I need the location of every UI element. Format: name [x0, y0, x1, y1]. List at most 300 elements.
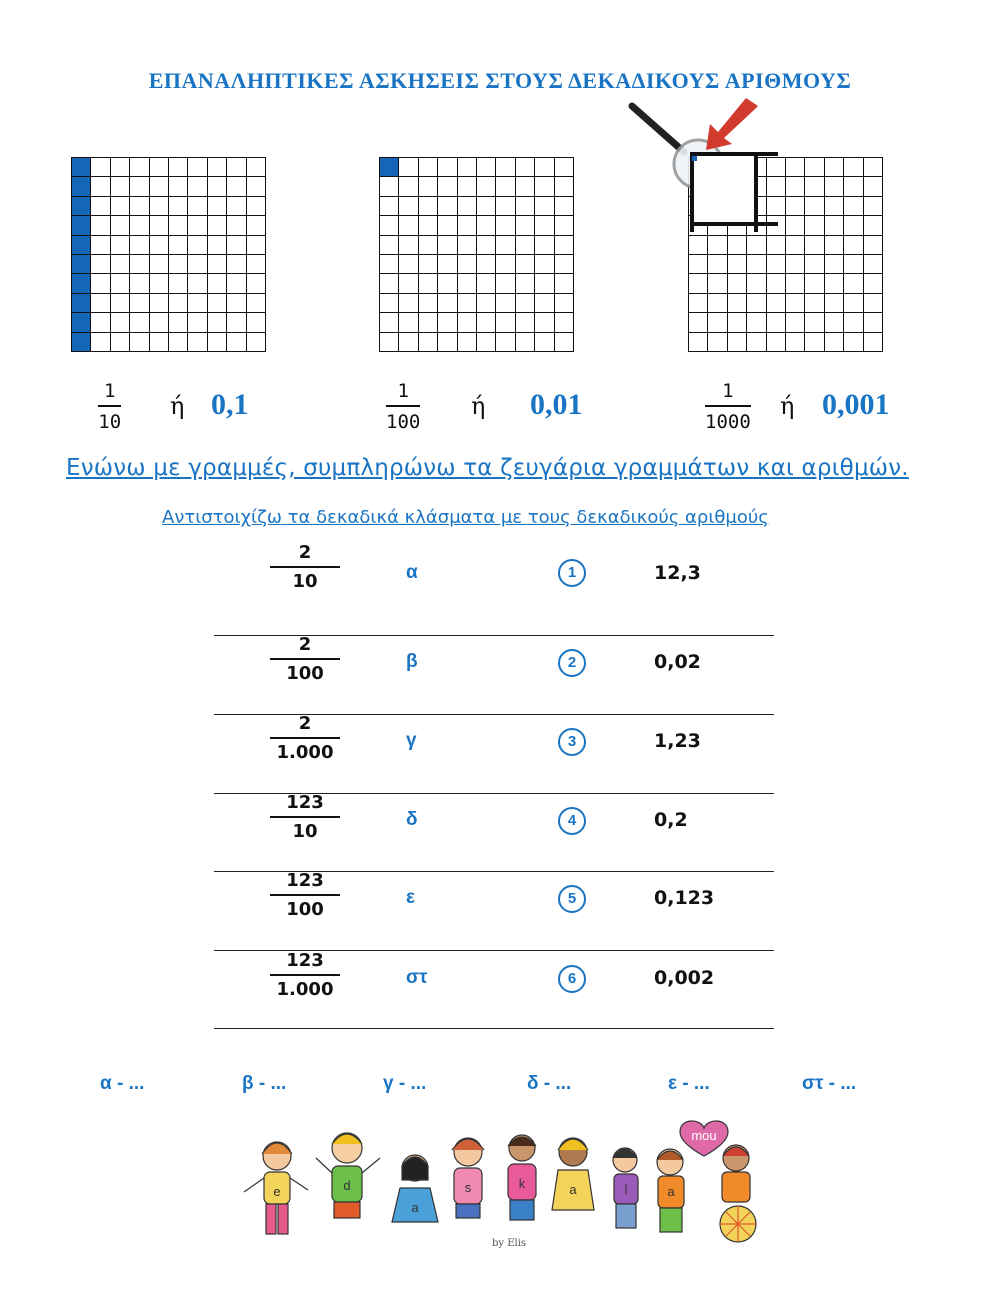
grid-cell	[380, 313, 399, 332]
grid-cell	[399, 254, 418, 273]
grid-cell	[708, 332, 727, 351]
answer-blank-f[interactable]: στ - ...	[802, 1073, 857, 1094]
grid-cell	[380, 216, 399, 235]
grid-cell	[863, 235, 882, 254]
grid-cell	[824, 254, 843, 273]
grid-cell	[844, 332, 863, 351]
grid-cell	[805, 313, 824, 332]
grid-cell	[708, 254, 727, 273]
grid-cell	[824, 216, 843, 235]
denominator: 10	[292, 821, 318, 842]
grid-cell	[438, 196, 457, 215]
grid-cell	[805, 216, 824, 235]
banner-letter: k	[518, 1176, 526, 1191]
grid-cell	[91, 216, 110, 235]
grid-cell	[554, 293, 573, 312]
grid-cell	[380, 196, 399, 215]
grid-cell	[91, 293, 110, 312]
grid-cell	[496, 293, 515, 312]
grid-cell	[72, 254, 91, 273]
grid-cell	[168, 216, 187, 235]
grid-cell	[844, 293, 863, 312]
banner-letter: d	[343, 1178, 351, 1193]
grid-cell	[188, 196, 207, 215]
grid-cell	[246, 274, 265, 293]
grid-cell	[149, 158, 168, 177]
grid-cell	[863, 293, 882, 312]
grid-cell	[747, 313, 766, 332]
grid-cell	[110, 216, 129, 235]
grid-cell	[438, 216, 457, 235]
main-instruction: Ενώνω με γραμμές, συμπληρώνω τα ζευγάρια γραμμάτων και αριθμών.	[66, 455, 909, 481]
row-value[interactable]: 0,123	[654, 887, 715, 909]
row-fraction	[270, 950, 340, 1000]
page-title: ΕΠΑΝΑΛΗΠΤΙΚΕΣ ΑΣΚΗΣΕΙΣ ΣΤΟΥΣ ΔΕΚΑΔΙΚΟΥΣ ΑΡΙΘΜΟΥΣ	[148, 68, 852, 93]
row-index-badge[interactable]: 6	[558, 965, 586, 993]
grid-cell	[91, 158, 110, 177]
grid-cell	[824, 235, 843, 254]
grid-cell	[149, 235, 168, 254]
row-letter[interactable]: α	[406, 562, 418, 583]
numerator: 123	[270, 792, 340, 818]
grid-cell	[515, 254, 534, 273]
grid-cell	[246, 332, 265, 351]
grid-cell	[805, 196, 824, 215]
grid-cell	[418, 235, 437, 254]
grid-cell	[207, 158, 226, 177]
magnifier-zoom-icon	[628, 98, 778, 238]
grid-cell	[227, 196, 246, 215]
grid-cell	[168, 274, 187, 293]
grid-cell	[689, 293, 708, 312]
grid-cell	[515, 177, 534, 196]
or-word: ή	[471, 392, 486, 420]
grid-cell	[554, 235, 573, 254]
numerator: 1	[705, 380, 751, 407]
answer-blank-a[interactable]: α - ...	[100, 1073, 145, 1094]
grid-cell	[380, 254, 399, 273]
grid-cell	[785, 274, 804, 293]
grid-cell	[535, 216, 554, 235]
row-value[interactable]: 12,3	[654, 562, 701, 584]
grid-cell	[805, 158, 824, 177]
grid-cell	[188, 177, 207, 196]
row-fraction	[270, 792, 340, 842]
grid-cell	[438, 293, 457, 312]
grid-cell	[824, 274, 843, 293]
grid-cell	[457, 196, 476, 215]
grid-cell	[727, 313, 746, 332]
grid-cell	[689, 313, 708, 332]
grid-cell	[399, 235, 418, 254]
grid-cell	[785, 158, 804, 177]
denominator: 100	[386, 411, 421, 433]
numerator: 123	[270, 950, 340, 976]
kid-figure	[452, 1138, 484, 1218]
grid-cell	[863, 196, 882, 215]
grid-cell	[515, 235, 534, 254]
grid-cell	[515, 274, 534, 293]
grid-cell	[766, 332, 785, 351]
grid-cell	[863, 313, 882, 332]
grid-cell	[149, 254, 168, 273]
grid-cell	[785, 293, 804, 312]
grid-cell	[785, 313, 804, 332]
grid-cell	[708, 274, 727, 293]
grid-cell	[824, 293, 843, 312]
grid-cell	[805, 235, 824, 254]
grid-cell	[130, 332, 149, 351]
denominator: 10	[292, 571, 318, 592]
grid-cell	[535, 332, 554, 351]
kids-banner-illustration	[240, 1118, 800, 1258]
grid-cell	[476, 313, 495, 332]
grid-cell	[418, 158, 437, 177]
grid-cell	[457, 274, 476, 293]
numerator: 2	[270, 634, 340, 660]
grid-cell	[227, 158, 246, 177]
grid-cell	[168, 313, 187, 332]
kid-figure	[720, 1145, 756, 1242]
grid-cell	[863, 332, 882, 351]
grid-cell	[168, 196, 187, 215]
grid-cell	[727, 254, 746, 273]
grid-cell	[72, 158, 91, 177]
grid-cell	[207, 177, 226, 196]
numerator: 1	[98, 380, 121, 407]
row-value[interactable]: 1,23	[654, 730, 701, 752]
grid-cell	[380, 293, 399, 312]
row-fraction	[270, 713, 340, 763]
row-index-badge[interactable]: 2	[558, 649, 586, 677]
grid-cell	[246, 235, 265, 254]
banner-letter: a	[411, 1200, 419, 1215]
row-fraction	[270, 870, 340, 920]
grid-cell	[708, 293, 727, 312]
grid-cell	[496, 158, 515, 177]
grid-cell	[496, 177, 515, 196]
grid-cell	[554, 216, 573, 235]
grid-cell	[824, 158, 843, 177]
grid-cell	[399, 158, 418, 177]
grid-cell	[515, 196, 534, 215]
grid-cell	[110, 177, 129, 196]
grid-cell	[168, 332, 187, 351]
row-letter[interactable]: β	[406, 651, 418, 672]
numerator: 2	[270, 713, 340, 739]
grid-cell	[418, 254, 437, 273]
grid-cell	[785, 332, 804, 351]
denominator: 1.000	[276, 742, 334, 763]
grid-cell	[188, 332, 207, 351]
grid-cell	[747, 332, 766, 351]
numerator: 2	[270, 542, 340, 568]
grid-cell	[863, 158, 882, 177]
grid-cell	[515, 158, 534, 177]
grid-cell	[149, 313, 168, 332]
grid-cell	[72, 177, 91, 196]
answer-blank-c[interactable]: γ - ...	[383, 1073, 427, 1094]
row-index-badge[interactable]: 4	[558, 807, 586, 835]
grid-cell	[438, 313, 457, 332]
grid-cell	[844, 216, 863, 235]
grid-cell	[418, 293, 437, 312]
grid-cell	[418, 332, 437, 351]
grid-cell	[496, 313, 515, 332]
grid-cell	[207, 196, 226, 215]
grid-cell	[727, 274, 746, 293]
grid-cell	[246, 196, 265, 215]
denominator: 100	[286, 663, 324, 684]
grid-cell	[457, 216, 476, 235]
grid-cell	[824, 196, 843, 215]
grid-cell	[399, 216, 418, 235]
grid-cell	[110, 196, 129, 215]
grid-cell	[130, 235, 149, 254]
grid-cell	[188, 313, 207, 332]
grid-cell	[227, 293, 246, 312]
row-letter[interactable]: ε	[406, 887, 416, 908]
grid-cell	[554, 254, 573, 273]
grid-cell	[149, 177, 168, 196]
grid-cell	[457, 332, 476, 351]
grid-cell	[188, 274, 207, 293]
grid-cell	[844, 158, 863, 177]
grid-cell	[457, 158, 476, 177]
grid-cell	[438, 254, 457, 273]
banner-letter: e	[273, 1184, 281, 1199]
grid-cell	[91, 332, 110, 351]
grid-cell	[110, 254, 129, 273]
grid-cell	[418, 196, 437, 215]
grid-cell	[535, 254, 554, 273]
row-index-badge[interactable]: 1	[558, 559, 586, 587]
tenths-grid	[71, 157, 266, 352]
grid-cell	[207, 293, 226, 312]
numerator: 1	[386, 380, 420, 407]
grid-cell	[91, 313, 110, 332]
row-value[interactable]: 0,02	[654, 651, 701, 673]
grid-cell	[188, 235, 207, 254]
grid-cell	[766, 293, 785, 312]
grid-cell	[246, 158, 265, 177]
grid-cell	[399, 332, 418, 351]
grid-cell	[188, 216, 207, 235]
grid-cell	[476, 177, 495, 196]
banner-letter: a	[667, 1184, 675, 1199]
grid-cell	[535, 274, 554, 293]
answer-blank-b[interactable]: β - ...	[242, 1073, 287, 1094]
grid-cell	[246, 313, 265, 332]
grid-cell	[766, 313, 785, 332]
grid-cell	[188, 254, 207, 273]
grid-cell	[476, 254, 495, 273]
grid-cell	[227, 254, 246, 273]
grid-cell	[747, 254, 766, 273]
grid-cell	[130, 196, 149, 215]
grid-cell	[844, 254, 863, 273]
grid-cell	[476, 216, 495, 235]
grid-cell	[227, 332, 246, 351]
grid-cell	[207, 235, 226, 254]
grid-cell	[689, 332, 708, 351]
grid-cell	[476, 332, 495, 351]
row-value[interactable]: 0,2	[654, 809, 688, 831]
grid-cell	[747, 293, 766, 312]
grid-cell	[188, 158, 207, 177]
grid-cell	[227, 235, 246, 254]
grid-cell	[844, 177, 863, 196]
grid-cell	[844, 235, 863, 254]
fraction-thousandth	[705, 380, 751, 433]
grid-cell	[457, 177, 476, 196]
grid-cell	[418, 313, 437, 332]
grid-cell	[380, 158, 399, 177]
grid-cell	[824, 313, 843, 332]
row-index-badge[interactable]: 3	[558, 728, 586, 756]
grid-cell	[457, 235, 476, 254]
decimal-hundredth: 0,01	[530, 388, 583, 421]
grid-cell	[476, 293, 495, 312]
grid-cell	[207, 274, 226, 293]
banner-letter: a	[569, 1182, 577, 1197]
grid-cell	[438, 235, 457, 254]
grid-cell	[418, 216, 437, 235]
grid-cell	[149, 274, 168, 293]
decimal-tenth: 0,1	[211, 388, 249, 421]
grid-cell	[554, 274, 573, 293]
grid-cell	[438, 274, 457, 293]
grid-cell	[399, 313, 418, 332]
grid-cell	[207, 254, 226, 273]
grid-cell	[727, 332, 746, 351]
grid-cell	[399, 177, 418, 196]
grid-cell	[72, 196, 91, 215]
grid-cell	[130, 274, 149, 293]
grid-cell	[91, 196, 110, 215]
grid-cell	[535, 177, 554, 196]
grid-cell	[188, 293, 207, 312]
row-divider	[214, 1028, 774, 1029]
grid-cell	[130, 254, 149, 273]
grid-cell	[515, 313, 534, 332]
grid-cell	[380, 332, 399, 351]
banner-letter: s	[464, 1180, 472, 1195]
grid-cell	[207, 313, 226, 332]
grid-cell	[457, 254, 476, 273]
answer-line	[0, 1073, 1000, 1103]
grid-cell	[227, 177, 246, 196]
grid-cell	[246, 254, 265, 273]
grid-cell	[110, 313, 129, 332]
grid-cell	[380, 274, 399, 293]
decimal-thousandth: 0,001	[822, 388, 890, 421]
denominator: 1000	[705, 411, 751, 433]
grid-cell	[535, 158, 554, 177]
grid-cell	[418, 177, 437, 196]
grid-cell	[689, 254, 708, 273]
or-word: ή	[780, 392, 795, 420]
row-fraction	[270, 634, 340, 684]
grid-cell	[844, 274, 863, 293]
grid-cell	[168, 158, 187, 177]
grid-cell	[130, 177, 149, 196]
grid-cell	[149, 293, 168, 312]
row-letter[interactable]: γ	[406, 730, 417, 751]
banner-credit: by Elis	[492, 1238, 527, 1249]
grid-cell	[496, 196, 515, 215]
grid-cell	[708, 313, 727, 332]
grid-cell	[110, 158, 129, 177]
grid-cell	[554, 177, 573, 196]
grid-cell	[554, 332, 573, 351]
grid-cell	[535, 196, 554, 215]
grid-cell	[227, 274, 246, 293]
grid-cell	[496, 216, 515, 235]
grid-cell	[863, 274, 882, 293]
grid-cell	[399, 293, 418, 312]
grid-cell	[554, 313, 573, 332]
grid-cell	[689, 274, 708, 293]
bubble-text: mou	[691, 1128, 717, 1143]
grid-cell	[496, 332, 515, 351]
grid-cell	[438, 332, 457, 351]
grid-cell	[168, 177, 187, 196]
answer-blank-d[interactable]: δ - ...	[527, 1073, 572, 1094]
grid-cell	[438, 177, 457, 196]
grid-cell	[418, 274, 437, 293]
grid-cell	[149, 332, 168, 351]
row-letter[interactable]: δ	[406, 809, 418, 830]
grid-cell	[246, 216, 265, 235]
numerator: 123	[270, 870, 340, 896]
grid-cell	[496, 274, 515, 293]
grid-cell	[766, 254, 785, 273]
grid-cell	[785, 177, 804, 196]
grid-cell	[805, 274, 824, 293]
grid-cell	[110, 274, 129, 293]
grid-cell	[515, 293, 534, 312]
sub-instruction: Αντιστοιχίζω τα δεκαδικά κλάσματα με τους δεκαδικούς αριθμούς	[162, 507, 769, 528]
grid-cell	[91, 177, 110, 196]
grid-cell	[785, 254, 804, 273]
banner-letter: l	[624, 1182, 628, 1197]
grid-cell	[110, 235, 129, 254]
or-word: ή	[170, 392, 185, 420]
fraction-hundredth	[386, 380, 420, 433]
grid-cell	[91, 254, 110, 273]
grid-cell	[130, 313, 149, 332]
denominator: 1.000	[276, 979, 334, 1000]
grid-cell	[72, 313, 91, 332]
grid-cell	[130, 293, 149, 312]
grid-cell	[91, 235, 110, 254]
grid-cell	[805, 177, 824, 196]
kid-figure	[316, 1133, 380, 1218]
row-index-badge[interactable]: 5	[558, 885, 586, 913]
answer-blank-e[interactable]: ε - ...	[668, 1073, 710, 1094]
row-value[interactable]: 0,002	[654, 967, 715, 989]
grid-cell	[747, 274, 766, 293]
grid-cell	[554, 196, 573, 215]
grid-cell	[72, 274, 91, 293]
row-letter[interactable]: στ	[406, 967, 428, 988]
fraction-tenth	[98, 380, 121, 433]
grid-cell	[457, 313, 476, 332]
grid-cell	[844, 196, 863, 215]
grid-cell	[535, 293, 554, 312]
grid-cell	[457, 293, 476, 312]
